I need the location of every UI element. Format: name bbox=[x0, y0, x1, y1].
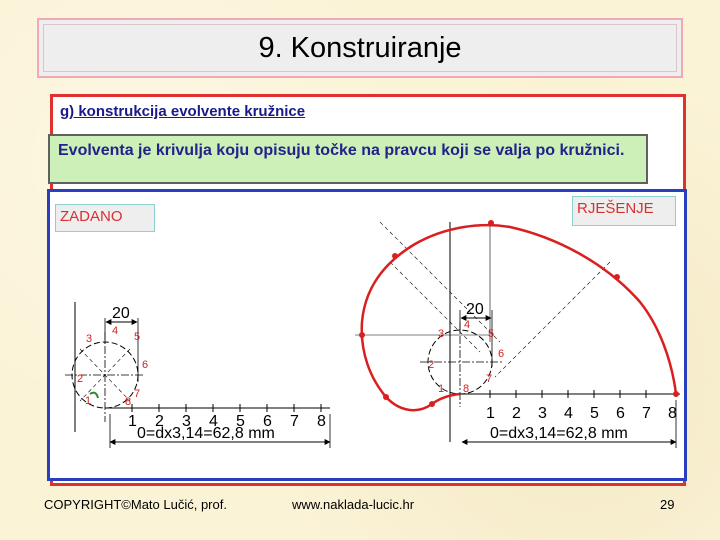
right-cp-1: 1 bbox=[438, 383, 445, 395]
footer-copyright: COPYRIGHT©Mato Lučić, prof. bbox=[44, 497, 227, 512]
right-dim-bottom-label: 0=dx3,14=62,8 mm bbox=[490, 425, 628, 442]
right-lp-5: 5 bbox=[590, 405, 599, 422]
right-cp-4: 4 bbox=[464, 319, 471, 331]
left-lp-6: 6 bbox=[263, 413, 272, 430]
right-cp-8: 8 bbox=[463, 383, 470, 395]
definition-text: Evolventa je krivulja koju opisuju točke na pravcu koji se valja po kružnici. bbox=[58, 142, 625, 159]
right-cp-2: 2 bbox=[428, 359, 435, 371]
right-tangent-3 bbox=[495, 262, 610, 377]
left-cp-2: 2 bbox=[77, 373, 84, 385]
right-dim-top-label: 20 bbox=[466, 301, 484, 318]
left-cp-3: 3 bbox=[86, 333, 93, 345]
left-construction bbox=[65, 302, 330, 448]
left-cp-6: 6 bbox=[142, 359, 149, 371]
right-lp-2: 2 bbox=[512, 405, 521, 422]
right-cp-7: 7 bbox=[486, 373, 493, 385]
involute-curve bbox=[362, 225, 676, 410]
left-cp-1: 1 bbox=[85, 395, 92, 407]
left-cp-8: 8 bbox=[125, 396, 132, 408]
definition-box bbox=[48, 134, 648, 184]
page-number: 29 bbox=[660, 497, 675, 512]
left-cp-4: 4 bbox=[112, 325, 119, 337]
right-cp-6: 6 bbox=[498, 348, 505, 360]
slide-title: 9. Konstruiranje bbox=[258, 31, 462, 64]
right-lp-3: 3 bbox=[538, 405, 547, 422]
left-lp-8: 8 bbox=[317, 413, 326, 430]
left-dim-bottom-label: 0=dx3,14=62,8 mm bbox=[137, 425, 275, 442]
right-lp-1: 1 bbox=[486, 405, 495, 422]
right-lp-6: 6 bbox=[616, 405, 625, 422]
left-cp-5: 5 bbox=[134, 331, 141, 343]
left-lp-4: 4 bbox=[209, 413, 218, 430]
title-box bbox=[37, 18, 683, 78]
right-construction bbox=[355, 220, 680, 448]
right-lp-4: 4 bbox=[564, 405, 573, 422]
left-lp-2: 2 bbox=[155, 413, 164, 430]
left-lp-7: 7 bbox=[290, 413, 299, 430]
footer-website[interactable]: www.naklada-lucic.hr bbox=[292, 497, 415, 512]
content-frame bbox=[50, 94, 686, 486]
left-cp-7: 7 bbox=[134, 388, 141, 400]
left-lp-1: 1 bbox=[128, 413, 137, 430]
left-lp-5: 5 bbox=[236, 413, 245, 430]
right-tangent-1 bbox=[380, 222, 500, 342]
right-cp-3: 3 bbox=[438, 328, 445, 340]
zadano-label: ZADANO bbox=[60, 208, 123, 225]
right-cp-5: 5 bbox=[488, 328, 495, 340]
right-lp-7: 7 bbox=[642, 405, 651, 422]
left-dim-top-label: 20 bbox=[112, 305, 130, 322]
drawing-panel bbox=[47, 189, 687, 481]
right-lp-8: 8 bbox=[668, 405, 677, 422]
left-lp-3: 3 bbox=[182, 413, 191, 430]
rjesenje-label: RJEŠENJE bbox=[577, 200, 654, 217]
subtitle[interactable]: g) konstrukcija evolvente kružnice bbox=[60, 103, 306, 120]
left-small-arc bbox=[90, 393, 98, 398]
construction-drawing bbox=[50, 192, 684, 478]
